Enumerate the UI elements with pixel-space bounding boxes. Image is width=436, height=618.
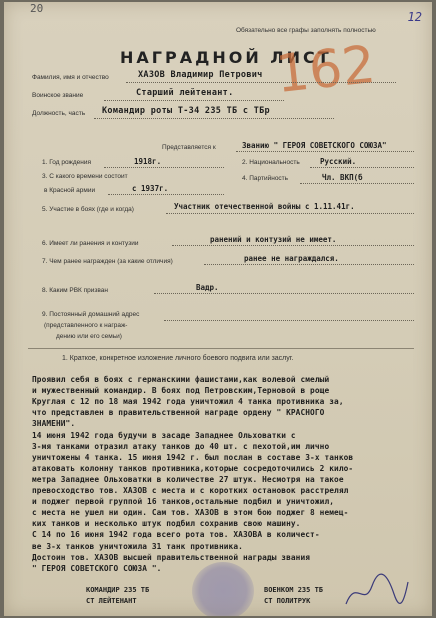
army-since-value: с 1937г. [132,184,169,193]
section-heading: 1. Краткое, конкретное изложение личного боевого подвига или заслуг. [62,355,294,362]
body-line: уничтожены 4 танка. 15 июня 1942 г. был послан в составе 3-х танков [32,452,354,462]
army-since-label-2: в Красной армии [44,187,96,194]
battles-value: Участник отечественной войны с 1.11.41г. [174,202,355,211]
position-label: Должность, часть [32,110,86,117]
rvk-value: Вадр. [196,283,219,292]
signature-left-line-2: СТ ЛЕЙТЕНАНТ [86,597,137,605]
body-line: с места не ушел ни один. Сам тов. ХАЗОВ в этом бою поджег 8 немец- [32,508,349,518]
body-line: ве 3-х танков уничтожила 31 танк противника. [32,541,243,551]
rank-value: Старший лейтенант. [136,88,234,98]
rank-label: Воинское звание [32,92,84,99]
position-value: Командир роты Т-34 235 ТБ с ТБр [102,106,270,116]
official-seal [192,562,254,616]
body-line: Круглая с 12 по 18 мая 1942 года уничтожил 4 танка противника за, [32,397,344,407]
body-line: что представлен в правительственной награде ордену " КРАСНОГО [32,408,325,418]
body-line: метра Западнее Ольховатки в количестве 27 штук. Несмотря на такое [32,474,344,484]
birth-year-label: 1. Год рождения [42,159,92,166]
body-line: и поджег первой группой 16 танков,остальные подбил и уничтожил, [32,497,335,507]
signature-left-line-1: КОМАНДИР 235 ТБ [86,586,150,594]
nationality-label: 2. Национальность [242,159,300,166]
nominated-value: Званию " ГЕРОЯ СОВЕТСКОГО СОЮЗА" [242,141,387,150]
address-label-1: 9. Постоянный домашний адрес [42,311,140,318]
signature-right-line-1: ВОЕНКОМ 235 ТБ [264,586,324,594]
nominated-label: Представляется к [162,144,216,151]
signature-scribble [342,568,412,612]
party-value: Чл. ВКП(б [322,173,363,182]
surname-value: ХАЗОВ Владимир Петрович [138,70,263,80]
body-line: 14 июня 1942 года будучи в засаде Западнее Ольховатки с [32,430,296,440]
address-label-3: дению или его семьи) [56,333,122,340]
page-number: 12 [407,10,422,24]
body-line: Проявил себя в боях с германскими фашистами,как волевой смелый [32,375,330,384]
previous-awards-value: ранее не награждался. [244,254,339,263]
body-line: 3-мя танками отразил атаку танков до 40 шт. с пехотой,им лично [32,441,330,451]
body-line: ких танков и несколько штук подбил сохранив свою машину. [32,519,301,529]
body-line: Достоин тов. ХАЗОВ высшей правительственной награды звания [32,552,311,562]
body-line: ЗНАМЕНИ". [32,419,76,429]
rvk-label: 8. Каким РВК призван [42,287,108,294]
red-handwritten-number: 162 [273,34,379,106]
fill-all-fields-note: Обязательно все графы заполнять полностью [236,27,376,34]
document-title: НАГРАДНОЙ ЛИСТ [120,48,332,67]
corner-number: 20 [30,2,44,15]
wounds-label: 6. Имеет ли ранения и контузии [42,240,139,247]
previous-awards-label: 7. Чем ранее награжден (за какие отличия) [42,258,173,265]
address-label-2: (представленного к награж- [44,322,128,329]
wounds-value: ранений и контузий не имеет. [210,235,337,244]
body-line: атаковать колонну танков противника,которые сосредоточились 2 кило- [32,463,354,473]
signature-right-line-2: СТ ПОЛИТРУК [264,597,311,605]
army-since-label-1: 3. С какого времени состоит [42,173,128,180]
birth-year-value: 1918г. [134,157,162,166]
body-line: " ГЕРОЯ СОВЕТСКОГО СОЮЗА ". [32,563,162,573]
body-line: и мужественный командир. В боях под Петровским,Терновой в роще [32,386,330,396]
nationality-value: Русский. [320,157,357,166]
surname-label: Фамилия, имя и отчество [32,74,109,81]
battles-label: 5. Участие в боях (где и когда) [42,206,134,213]
party-label: 4. Партийность [242,175,289,182]
body-line: превосходство тов. ХАЗОВ с места и с коротких остановок расстрелял [32,486,349,495]
body-line: С 14 по 16 июня 1942 года всего рота тов. ХАЗОВА в количест- [32,530,320,540]
award-sheet [4,2,432,616]
